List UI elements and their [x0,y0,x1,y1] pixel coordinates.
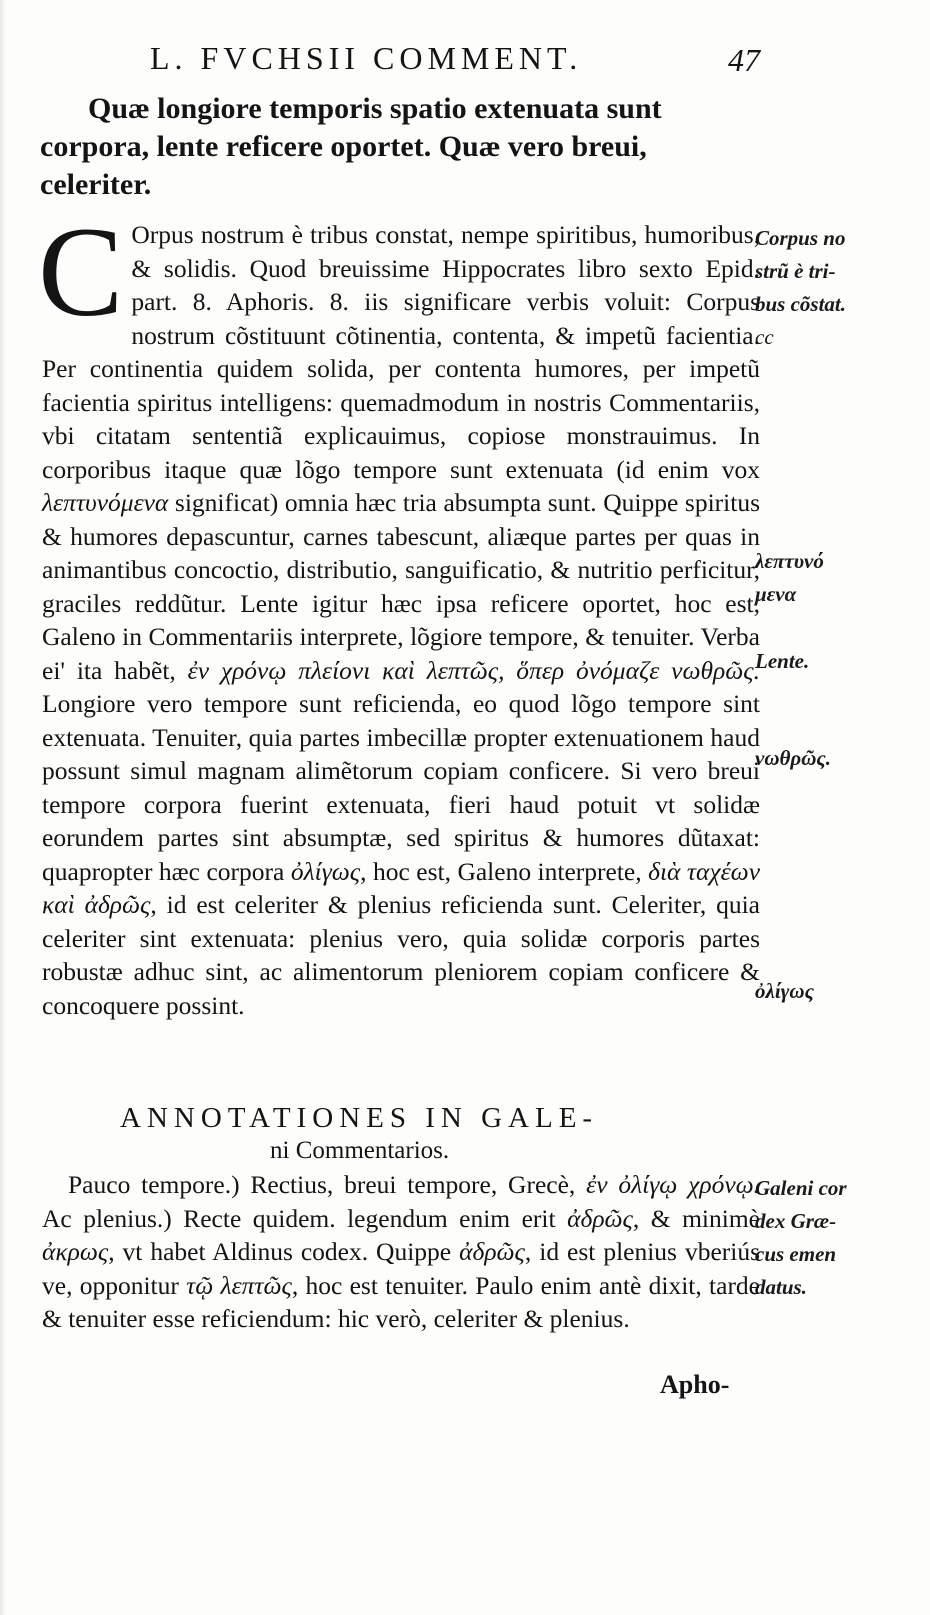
margin-note-line: λεπτυνό [755,549,824,573]
margin-note-lente: Lente. [755,649,810,673]
commentary-part-2: significat) omnia hæc tria absumpta sunt. Quippe spiritus & humores depascuntur, carnes tabescunt, aliæque partes per quas in animantibus concoctio, distributio, sanguificatio, & nutritio perficitur, graciles reddũtur. Lente igitur hæc ipsa reficere oportet, hoc est, Galeno in Commentariis interprete, lõgiore tempore, & tenuiter. Verba ei' ita habẽt, [42,488,760,685]
greek-en-oligo-chrono: ἐν ὀλίγῳ χρόνῳ. [586,1170,761,1199]
annotation-part-6: , hoc est tenuiter. Paulo enim antè dixit, tarde & tenuiter esse reficiendum: hic verò, celeriter & plenius. [42,1270,760,1333]
commentary-part-1: Orpus nostrum è tribus constat, nempe spiritibus, humoribus, & solidis. Quod breuissime Hippocrates libro sexto Epid. part. 8. Aphoris. 8. iis significare verbis voluit: Corpus nostrum cõstituunt cõtinentia, contenta, & impetũ facientia. Per continentia quidem solida, per contenta humores, per impetũ facientia spiritus intelligens: quemadmodum in nostris Commentariis, vbi citatam sententiã explicauimus, copiose monstrauimus. In corporibus itaque quæ lõgo tempore sunt extenuata (id enim vox [42,220,760,484]
margin-note-line: dex Græ- [755,1209,837,1233]
greek-akros: ἀκρως [42,1237,109,1266]
margin-note-line: cus emen [755,1242,837,1266]
annotation-part-3: , & minimè [632,1203,761,1233]
page-header [120,40,760,80]
margin-note-line: strũ è tri- [755,259,836,283]
catchword: Apho- [660,1370,730,1399]
commentary-part-3: Longiore vero tempore sunt reficienda, eo quod lõgo tempore sint extenuata. Tenuiter, quia partes imbecillæ propter extenuationem haud possunt simul magnam alimẽtorum copiam conficere. Si vero breui tempore corpora fuerint extenuata, fieri haud potuit vt solidæ eorundem partes sint absumptæ, sed spiritus & humores dũtaxat: quapropter hæc corpora [42,689,760,886]
annotation-part-5: , id est plenius vberiús ve, opponitur [42,1237,761,1300]
margin-note-line: datus. [755,1275,807,1299]
greek-quotation: ἐν χρόνῳ πλείονι καὶ λεπτῶς, ὅπερ ὀνόμαζε νωθρῶς. [187,655,760,685]
greek-term-leptynomena: λεπτυνόμενα [42,488,169,517]
annotations-text [42,1168,760,1336]
annotation-part-2: Ac plenius.) Recte quidem. legendum enim erit [42,1203,556,1233]
annotations-heading-line-1: ANNOTATIONES IN GALE- [120,1102,599,1134]
margin-note-line: Galeni cor [755,1176,847,1200]
greek-term-dia-tacheon: διὰ ταχέων καὶ ἀδρῶς [42,856,761,919]
margin-note-line: Corpus no [755,226,846,250]
summary-rest: corpora, lente reficere oportet. Quæ vero breui, celeriter. [40,130,647,201]
page-number: 47 [728,42,760,78]
commentary-part-5: , id est celeriter & plenius reficienda sunt. Celeriter, quia celeriter sint extenuata: plenius vero, quia solidæ corporis partes robustæ adhuc sint, ac alimentorum pleniorem copiam conficere & concoquere possint. [42,890,760,1020]
commentary-part-4: , hoc est, Galeno interprete, [360,856,642,886]
annotations-heading [120,1102,720,1165]
margin-note-line: cc [755,325,774,349]
aphorism-summary [40,90,760,204]
greek-term-oligos: ὀλίγως [290,856,361,886]
greek-adros-1: ἀδρῶς [567,1203,633,1233]
commentary-text [38,201,761,1022]
margin-note-corpus [755,222,875,354]
margin-note-leptynomena [755,545,875,611]
margin-note-nothros: νωθρῶς. [755,746,832,770]
drop-cap-initial: C [38,201,124,343]
running-title: L. FVCHSII COMMENT. [150,40,583,76]
margin-note-line: μενα [755,582,797,606]
margin-note-line: bus cõstat. [755,292,847,316]
margin-note-galeni-codex [755,1172,875,1304]
annotations-heading-line-2: ni Commentarios. [270,1137,450,1164]
summary-line-1: Quæ longiore temporis spatio extenuata sunt [88,92,662,125]
annotation-part-1: Pauco tempore.) Rectius, breui tempore, Grecè, [68,1170,576,1199]
annotation-part-4: , vt habet Aldinus codex. Quippe [108,1237,452,1266]
page-gutter-shadow [0,0,6,1615]
greek-to-leptos: τῷ λεπτῶς [186,1270,292,1300]
greek-adros-2: ἀδρῶς [459,1237,525,1266]
margin-note-oligos: ὀλίγως [755,979,814,1003]
